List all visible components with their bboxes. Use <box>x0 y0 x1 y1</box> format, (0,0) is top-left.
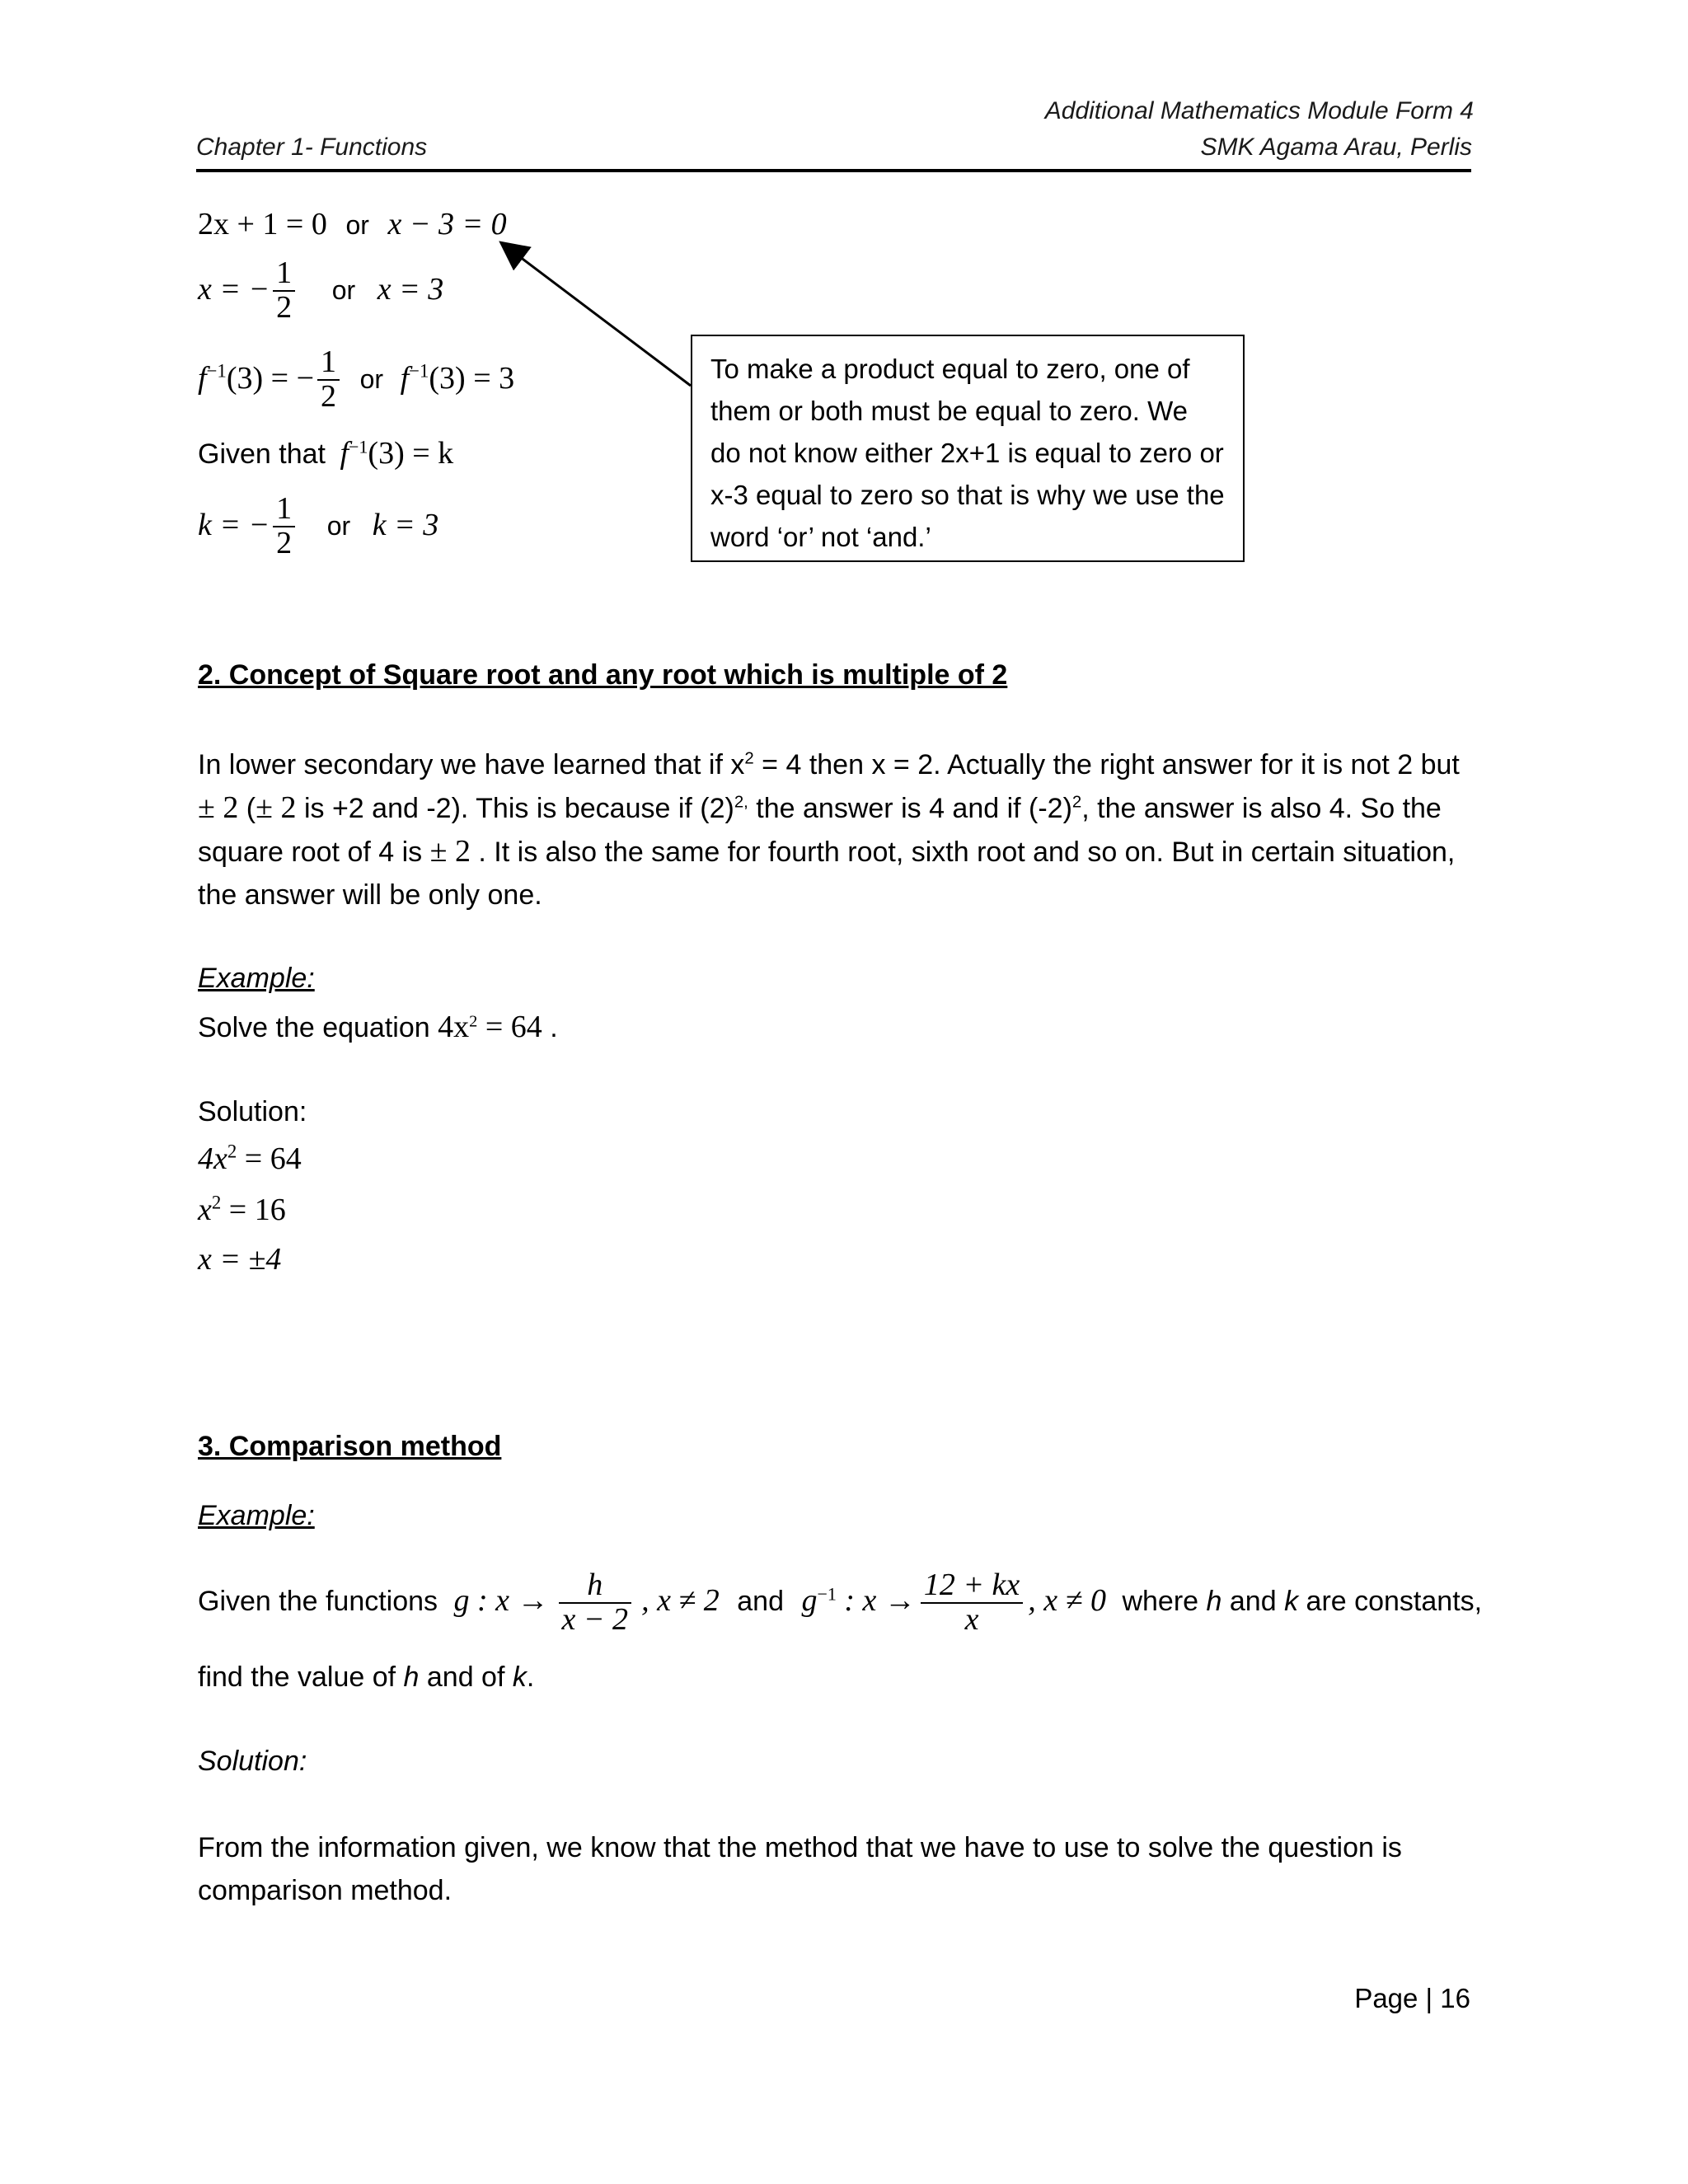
solution-line-1: 2x + 1 = 0 or x − 3 = 0 <box>198 207 507 241</box>
example-label-2: Example: <box>198 1500 315 1531</box>
example-label-1: Example: <box>198 963 315 994</box>
solution-step-2: $x^2 = 16$ <box>198 1192 286 1227</box>
solution-label-2: Solution: <box>198 1746 307 1777</box>
section-3-heading: 3. Comparison method <box>198 1431 502 1462</box>
solution-label-1: Solution: <box>198 1096 307 1127</box>
example-problem-1: Solve the equation $4x^2 = 64$ . <box>198 1010 558 1044</box>
page-number: Page | 16 <box>1354 1983 1470 2013</box>
solution-step-1: $4x^2 = 64$ <box>198 1141 302 1176</box>
solution-line-4: Given that $f^{-1}(3) = k$ <box>198 436 454 471</box>
section-2-paragraph: In lower secondary we have learned that if $x^2 = 4$ then x = 2. Actually the right answer for it is not 2 but ± 2 (± 2 is +2 and -2). This is because if $(2)^{2,}$ the answer is 4 and if $(-2)^2$, the answer is also 4. So the square root of 4 is ± 2 . It is also the same for fourth root, sixth root and so on. But in certain situation, the answer will be only one. <box>198 749 1460 911</box>
pointer-arrow <box>486 232 701 397</box>
solution-step-3: x = ±4 <box>198 1242 282 1277</box>
school-name: SMK Agama Arau, Perlis <box>1200 134 1472 161</box>
section-2-heading: 2. Concept of Square root and any root which is multiple of 2 <box>198 659 1008 691</box>
header-rule <box>196 169 1471 172</box>
solution-line-3: $f^{-1}(3)$ = − $\frac{1}{2}$ or $f^{-1}(3) = 3$ <box>198 344 515 414</box>
solution-line-2: x = − $\frac{1}{2}$ or x = 3 <box>198 255 444 325</box>
conclusion-paragraph: From the information given, we know that the method that we have to use to solve the question is comparison method. <box>198 1832 1402 1906</box>
note-box: To make a product equal to zero, one of them or both must be equal to zero. We do not know either 2x+1 is equal to zero or x-3 equal to zero so that is why we use the word ‘or’ not ‘and.’ <box>691 335 1245 562</box>
given-functions-line: Given the functions g : x → $\frac{h}{x - 2}$ , x ≠ 2 and $g^{-1}$ : x → $\frac{12 + kx}{x}$ , x ≠ 0 where h and k are constants, <box>198 1568 1483 1637</box>
solution-line-5: k = − $\frac{1}{2}$ or k = 3 <box>198 491 439 560</box>
find-line: find the value of h and of k. <box>198 1661 535 1693</box>
module-title: Additional Mathematics Module Form 4 <box>1044 97 1474 124</box>
chapter-title: Chapter 1- Functions <box>196 134 428 161</box>
